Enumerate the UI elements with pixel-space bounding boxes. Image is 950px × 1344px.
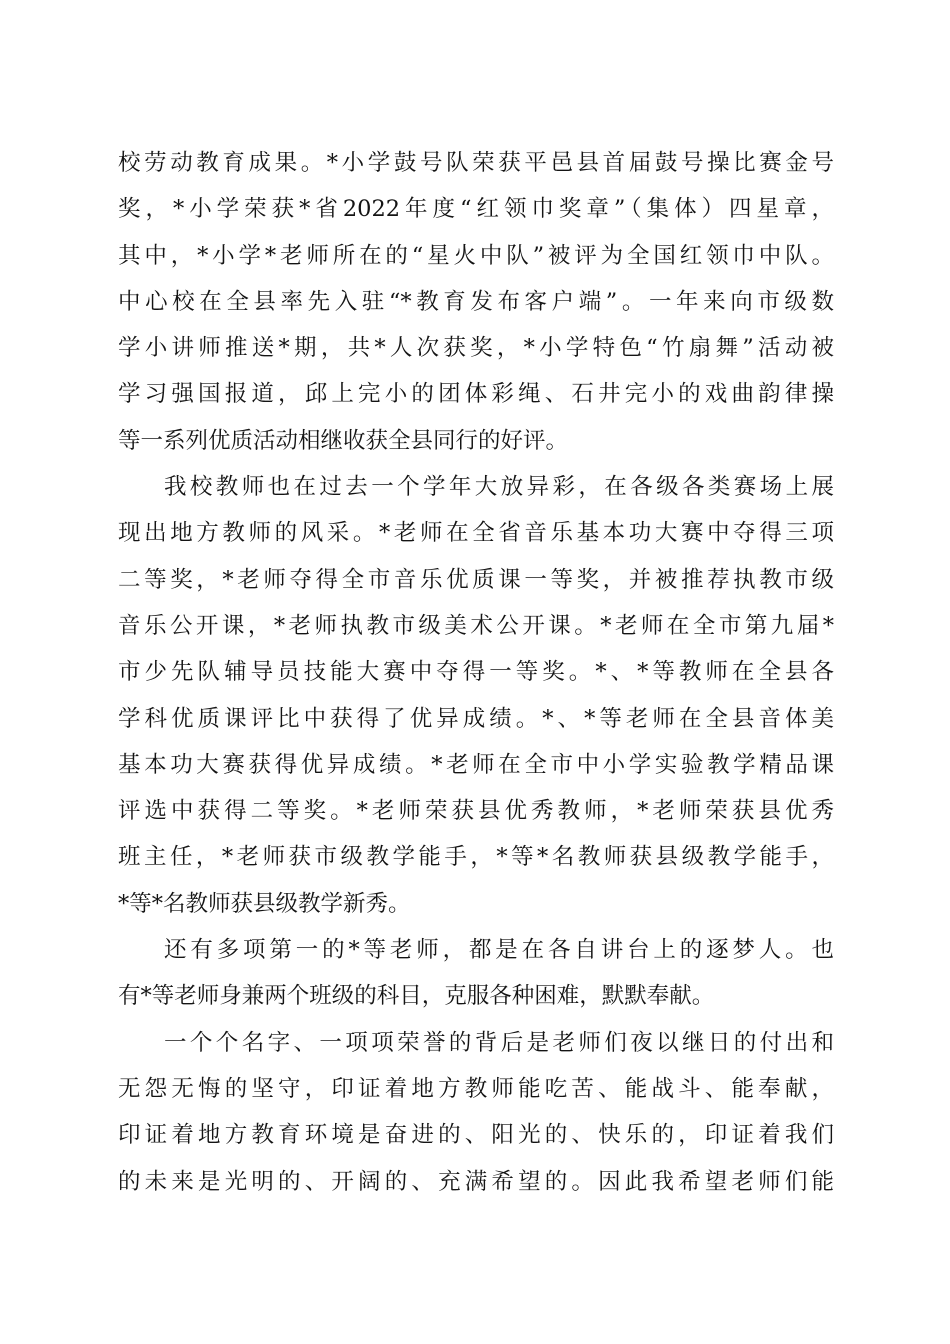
text-line: 其中，*小学*老师所在的“星火中队”被评为全国红领巾中队。 (118, 242, 834, 269)
text-line: *等*名教师获县级教学新秀。 (118, 890, 411, 917)
text-line: 现出地方教师的风采。*老师在全省音乐基本功大赛中夺得三项 (118, 520, 834, 547)
text-line: 还有多项第一的*等老师，都是在各自讲台上的逐梦人。也 (164, 937, 834, 964)
text-line: 一个个名字、一项项荣誉的背后是老师们夜以继日的付出和 (164, 1029, 834, 1056)
text-line: 等一系列优质活动相继收获全县同行的好评。 (118, 427, 569, 454)
text-line: 学习强国报道，邱上完小的团体彩绳、石井完小的戏曲韵律操 (118, 381, 834, 408)
paragraph-2 (118, 464, 834, 927)
text-line: 的未来是光明的、开阔的、充满希望的。因此我希望老师们能 (118, 1168, 834, 1195)
text-line: 班主任，*老师获市级教学能手，*等*名教师获县级教学能手， (118, 844, 834, 871)
text-line: 校劳动教育成果。*小学鼓号队荣获平邑县首届鼓号操比赛金号 (118, 150, 834, 176)
text-line: 评选中获得二等奖。*老师荣获县优秀教师，*老师荣获县优秀 (118, 798, 834, 825)
text-line: 印证着地方教育环境是奋进的、阳光的、快乐的，印证着我们 (118, 1122, 834, 1149)
paragraph-1 (118, 140, 834, 464)
text-line: 音乐公开课，*老师执教市级美术公开课。*老师在全市第九届* (118, 612, 834, 639)
paragraph-3 (118, 927, 834, 1020)
text-line: 学小讲师推送*期，共*人次获奖，*小学特色“竹扇舞”活动被 (118, 335, 834, 362)
body-text (118, 140, 834, 1205)
text-line: 中心校在全县率先入驻“*教育发布客户端”。一年来向市级数 (118, 288, 834, 315)
text-line: 我校教师也在过去一个学年大放异彩，在各级各类赛场上展 (164, 474, 834, 501)
text-line: 二等奖，*老师夺得全市音乐优质课一等奖，并被推荐执教市级 (118, 566, 834, 593)
text-line: 学科优质课评比中获得了优异成绩。*、*等老师在全县音体美 (118, 705, 834, 732)
text-line: 无怨无悔的坚守，印证着地方教师能吃苦、能战斗、能奉献， (118, 1075, 834, 1102)
text-line: 奖，*小学荣获*省2022年度“红领巾奖章”（集体）四星章， (118, 196, 834, 223)
text-line: 基本功大赛获得优异成绩。*老师在全市中小学实验教学精品课 (118, 751, 834, 778)
text-line: 市少先队辅导员技能大赛中夺得一等奖。*、*等教师在全县各 (118, 659, 834, 686)
text-line: 有*等老师身兼两个班级的科目，克服各种困难，默默奉献。 (118, 983, 715, 1010)
paragraph-4 (118, 1020, 834, 1205)
